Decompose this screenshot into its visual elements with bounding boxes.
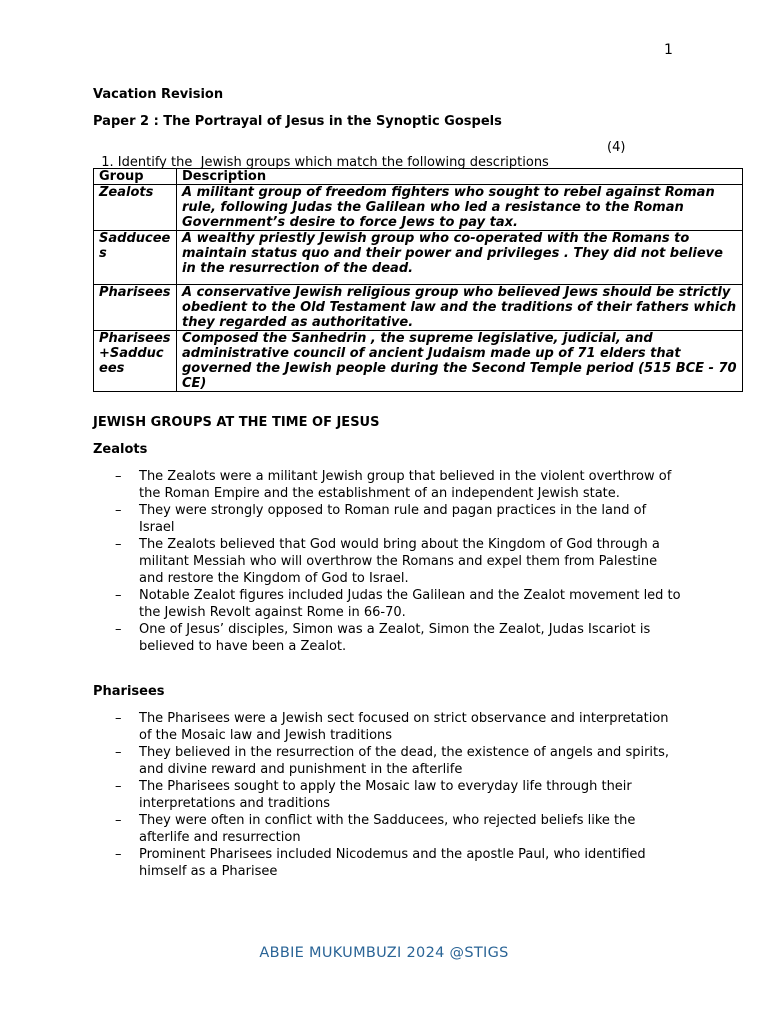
list-item: – The Zealots were a militant Jewish group that believed in the violent overthrow of the Roman Empire and the establishment of an independent Jewish state. xyxy=(115,469,672,501)
description-cell: A wealthy priestly Jewish group who co-operated with the Romans to maintain status quo and their power and privileges . They did not believe in the resurrection of the dead. xyxy=(177,231,743,285)
group-cell: Zealots xyxy=(94,185,177,231)
table-row xyxy=(94,185,743,231)
question-text: 1. Identify the Jewish groups which match the following descriptions xyxy=(101,155,549,170)
table-row xyxy=(94,231,743,285)
list-item: – The Pharisees sought to apply the Mosaic law to everyday life through their interpretations and traditions xyxy=(115,779,632,811)
document-subtitle: Paper 2 : The Portrayal of Jesus in the Synoptic Gospels xyxy=(93,114,502,129)
table-header-row xyxy=(94,169,743,185)
header-description: Description xyxy=(177,169,743,185)
pharisees-heading: Pharisees xyxy=(93,684,165,699)
section-title: JEWISH GROUPS AT THE TIME OF JESUS xyxy=(93,415,380,430)
group-cell: Sadducees xyxy=(94,231,177,285)
pharisees-list xyxy=(115,710,685,880)
document-title: Vacation Revision xyxy=(93,87,224,102)
list-item: – The Zealots believed that God would bring about the Kingdom of God through a militant Messiah who will overthrow the Romans and expel them from Palestine and restore the Kingdom of God to Israel. xyxy=(115,537,660,586)
list-item: – They were often in conflict with the Sadducees, who rejected beliefs like the afterlife and resurrection xyxy=(115,813,636,845)
table-row xyxy=(94,285,743,331)
list-item: – Prominent Pharisees included Nicodemus and the apostle Paul, who identified himself as a Pharisee xyxy=(115,847,646,879)
zealots-list xyxy=(115,468,685,655)
list-item: – They were strongly opposed to Roman rule and pagan practices in the land of Israel xyxy=(115,503,647,535)
group-cell: Pharisees +Sadducees xyxy=(94,331,177,392)
zealots-heading: Zealots xyxy=(93,442,148,457)
list-item: – They believed in the resurrection of the dead, the existence of angels and spirits, and divine reward and punishment in the afterlife xyxy=(115,745,670,777)
group-cell: Pharisees xyxy=(94,285,177,331)
description-cell: A militant group of freedom fighters who sought to rebel against Roman rule, following Judas the Galilean who led a resistance to the Roman Government’s desire to force Jews to pay tax. xyxy=(177,185,743,231)
footer: ABBIE MUKUMBUZI 2024 @STIGS xyxy=(259,945,509,961)
table-row xyxy=(94,331,743,392)
list-item: – The Pharisees were a Jewish sect focused on strict observance and interpretation of the Mosaic law and Jewish traditions xyxy=(115,711,669,743)
page-number: 1 xyxy=(664,42,673,58)
list-item: – One of Jesus’ disciples, Simon was a Zealot, Simon the Zealot, Judas Iscariot is believed to have been a Zealot. xyxy=(115,622,651,654)
question-marks: (4) xyxy=(607,140,626,155)
description-cell: Composed the Sanhedrin , the supreme legislative, judicial, and administrative council of ancient Judaism made up of 71 elders that governed the Jewish people during the Second Temple period (515 BCE - 70 CE) xyxy=(177,331,743,392)
header-group: Group xyxy=(94,169,177,185)
description-cell: A conservative Jewish religious group who believed Jews should be strictly obedient to the Old Testament law and the traditions of their fathers which they regarded as authoritative. xyxy=(177,285,743,331)
list-item: – Notable Zealot figures included Judas the Galilean and the Zealot movement led to the Jewish Revolt against Rome in 66-70. xyxy=(115,588,681,620)
groups-table xyxy=(93,168,743,392)
